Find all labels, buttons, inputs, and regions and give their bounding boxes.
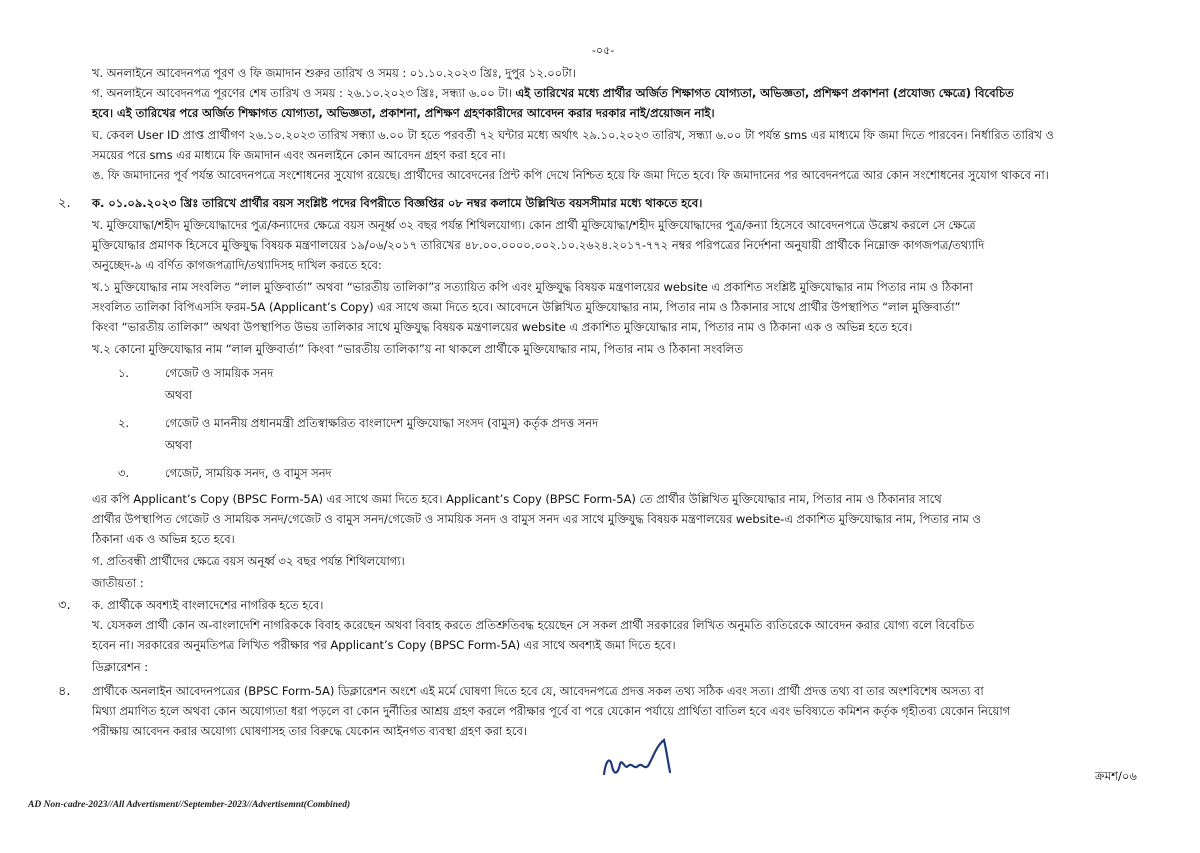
- line-ga-end-date-cont: হবে। এই তারিখের পরে অর্জিত শিক্ষাগত যোগ্যতা, অভিজ্ঞতা, প্রকাশনা, প্রশিক্ষণ গ্রহণকারীদের আবেদন করার দরকার নাই/প্রয়োজন নাই।: [92, 106, 715, 120]
- heading-declaration: ডিক্লারেশন :: [92, 660, 148, 674]
- line-kha2: খ.২ কোনো মুক্তিযোদ্ধার নাম “লাল মুক্তিবার্তা” কিংবা “ভারতীয় তালিকা”য় না থাকলে প্রার্থীকে মুক্তিযোদ্ধার নাম, পিতার নাম ও ঠিকানা সংবলিত: [92, 342, 743, 356]
- list-number-2: ২.: [118, 416, 130, 430]
- line-declaration-1: প্রার্থীকে অনলাইন আবেদনপত্রের (BPSC Form-5A) ডিক্লারেশন অংশে এই মর্মে ঘোষণা দিতে হবে যে, আবেদনপত্রে প্রদত্ত সকল তথ্য সঠিক এবং সত্য। প্রার্থী প্রদত্ত তথ্য বা তার অংশবিশেষ অসত্য বা: [92, 684, 984, 698]
- line-umo-correction: ঙ. ফি জমাদানের পূর্ব পর্যন্ত আবেদনপত্রে সংশোধনের সুযোগ রয়েছে। প্রার্থীদের আবেদনের প্রিন্ট কপি দেখে নিশ্চিত হয়ে ফি জমা দিতে হবে। ফি জমাদানের পর আবেদনপত্রে আর কোন সংশোধনের সুযোগ থাকবে না।: [92, 168, 1049, 182]
- section-number-2: ২.: [58, 196, 71, 211]
- line-freedom-fighter-2: মুক্তিযোদ্ধার প্রমাণক হিসেবে মুক্তিযুদ্ধ বিষয়ক মন্ত্রণালয়ের ১৯/০৬/২০১৭ তারিখের ৪৮.০০.০০০০.০০২.১০.২৬২৪.২০১৭-৭৭২ নম্বর পরিপত্রের নির্দেশনা অনুযায়ী প্রার্থীকে নিম্নোক্ত কাগজপত্র/তথ্যাদি: [92, 238, 985, 252]
- document-footer: AD Non-cadre-2023//All Advertisment//September-2023//Advertisemnt(Combined): [28, 800, 351, 810]
- list-or-1: অথবা: [165, 388, 193, 402]
- line-gha-userid: ঘ. কেবল User ID প্রাপ্ত প্রার্থীগণ ২৬.১০.২০২৩ তারিখ সন্ধ্যা ৬.০০ টা হতে পরবর্তী ৭২ ঘন্টার মধ্যে অর্থাৎ ২৯.১০.২০২৩ তারিখ, সন্ধ্যা ৬.০০ টা পর্যন্ত sms এর মাধ্যমে ফি জমা দিতে পারবেন। নির্ধারিত তারিখ ও: [92, 128, 1054, 142]
- line-copy-2: প্রার্থীর উপস্থাপিত গেজেট ও সাময়িক সনদ/গেজেট ও বামুস সনদ/গেজেট ও সাময়িক সনদ ও বামুস সনদ এর সাথে মুক্তিযুদ্ধ বিষয়ক মন্ত্রণালয়ের website-এ প্রকাশিত মুক্তিযোদ্ধার নাম, পিতার নাম ও: [92, 512, 981, 526]
- line-kha1-1: খ.১ মুক্তিযোদ্ধার নাম সংবলিত “লাল মুক্তিবার্তা” অথবা “ভারতীয় তালিকা”র সত্যায়িত কপি এবং মুক্তিযুদ্ধ বিষয়ক মন্ত্রণালয়ের website এ প্রকাশিত সংশ্লিষ্ট মুক্তিযোদ্ধার নাম পিতার নাম ও ঠিকানা: [92, 280, 973, 294]
- heading-nationality: জাতীয়তা :: [92, 576, 144, 590]
- list-or-2: অথবা: [165, 438, 193, 452]
- list-item-3: গেজেট, সাময়িক সনদ, ও বামুস সনদ: [165, 466, 332, 480]
- handwritten-signature: [598, 736, 688, 786]
- section-number-3: ৩.: [58, 598, 71, 613]
- line-freedom-fighter-1: খ. মুক্তিযোদ্ধা/শহীদ মুক্তিযোদ্ধাদের পুত্র/কন্যাদের ক্ষেত্রে বয়স অনূর্ধ্ব ৩২ বছর পর্যন্ত শিথিলযোগ্য। কোন প্রার্থী মুক্তিযোদ্ধা/শহীদ মুক্তিযোদ্ধাদের পুত্র/কন্যা হিসেবে আবেদনপত্রে উল্লেখ করলে সে ক্ষেত্রে: [92, 218, 976, 232]
- line-citizen: ক. প্রার্থীকে অবশ্যই বাংলাদেশের নাগরিক হতে হবে।: [92, 598, 324, 612]
- line-age-limit: ক. ০১.০৯.২০২৩ খ্রিঃ তারিখে প্রার্থীর বয়স সংশ্লিষ্ট পদের বিপরীতে বিজ্ঞপ্তির ০৮ নম্বর কলামে উল্লিখিত বয়সসীমার মধ্যে থাকতে হবে।: [92, 196, 703, 210]
- line-kha1-2: সংবলিত তালিকা বিপিএসসি ফরম-5A (Applicant’s Copy) এর সাথে জমা দিতে হবে। আবেদনে উল্লিখিত মুক্তিযোদ্ধার নাম, পিতার নাম ও ঠিকানার সাথে প্রার্থীর উপস্থাপিত “লাল মুক্তিবার্তা”: [92, 300, 961, 314]
- page-number: -০৫-: [592, 44, 615, 57]
- line-freedom-fighter-3: অনুচ্ছেদ-৯ এ বর্ণিত কাগজপত্রাদি/তথ্যাদিসহ দাখিল করতে হবে:: [92, 258, 382, 272]
- list-item-2: গেজেট ও মাননীয় প্রধানমন্ত্রী প্রতিস্বাক্ষরিত বাংলাদেশ মুক্তিযোদ্ধা সংসদ (বামুস) কর্তৃক প্রদত্ত সনদ: [165, 416, 599, 430]
- line-kha-start-date: খ. অনলাইনে আবেদনপত্র পূরণ ও ফি জমাদান শুরুর তারিখ ও সময় : ০১.১০.২০২৩ খ্রিঃ, দুপুর ১২.০০টা।: [92, 66, 576, 80]
- list-number-1: ১.: [118, 366, 130, 380]
- line-declaration-2: মিথ্যা প্রমাণিত হলে অথবা কোন অযোগ্যতা ধরা পড়লে বা কোন দুর্নীতির আশ্রয় গ্রহণ করলে পরীক্ষার পূর্বে বা পরে যেকোন পর্যায়ে প্রার্থিতা বাতিল হবে এবং ভবিষ্যতে কমিশন কর্তৃক গৃহীতব্য যেকোন নিয়োগ: [92, 704, 1011, 718]
- line-copy-1: এর কপি Applicant’s Copy (BPSC Form-5A) এর সাথে জমা দিতে হবে। Applicant’s Copy (BPSC Form-5A) তে প্রার্থীর উল্লিখিত মুক্তিযোদ্ধার নাম, পিতার নাম ও ঠিকানার সাথে: [92, 492, 942, 506]
- list-item-1: গেজেট ও সাময়িক সনদ: [165, 366, 274, 380]
- line-disabled: গ. প্রতিবন্ধী প্রার্থীদের ক্ষেত্রে বয়স অনূর্ধ্ব ৩২ বছর পর্যন্ত শিথিলযোগ্য।: [92, 554, 405, 568]
- continuation-marker: ক্রমশ/০৬: [1095, 769, 1137, 783]
- line-declaration-3: পরীক্ষায় আবেদন করার অযোগ্য ঘোষণাসহ তার বিরুদ্ধে যেকোন আইনগত ব্যবস্থা গ্রহণ করা হবে।: [92, 724, 527, 738]
- line-ga-end-date: গ. অনলাইনে আবেদনপত্র পূরণের শেষ তারিখ ও সময় : ২৬.১০.২০২৩ খ্রিঃ, সন্ধ্যা ৬.০০ টা। এই তারিখের মধ্যে প্রার্থীর অর্জিত শিক্ষাগত যোগ্যতা, অভিজ্ঞতা, প্রশিক্ষণ প্রকাশনা (প্রযোজ্য ক্ষেত্রে) বিবেচিত: [92, 86, 1014, 100]
- section-number-4: ৪.: [58, 684, 71, 699]
- line-copy-3: ঠিকানা এক ও অভিন্ন হতে হবে।: [92, 532, 235, 546]
- line-kha1-3: কিংবা “ভারতীয় তালিকা” অথবা উপস্থাপিত উভয় তালিকার সাথে মুক্তিযুদ্ধ বিষয়ক মন্ত্রণালয়ের website এ প্রকাশিত মুক্তিযোদ্ধার নাম, পিতার নাম ও ঠিকানা এক ও অভিন্ন হতে হবে।: [92, 320, 913, 334]
- list-number-3: ৩.: [118, 466, 130, 480]
- line-marriage-2: হবেন না। সরকারের অনুমতিপত্র লিখিত পরীক্ষার পর Applicant’s Copy (BPSC Form-5A) এর সাথে অবশ্যই জমা দিতে হবে।: [92, 638, 676, 652]
- line-gha-userid-cont: সময়ের পরে sms এর মাধ্যমে ফি জমাদান এবং অনলাইনে কোন আবেদন গ্রহণ করা হবে না।: [92, 148, 506, 162]
- line-marriage-1: খ. যেসকল প্রার্থী কোন অ-বাংলাদেশি নাগরিককে বিবাহ করেছেন অথবা বিবাহ করতে প্রতিশ্রুতিবদ্ধ হয়েছেন সে সকল প্রার্থী সরকারের লিখিত অনুমতি ব্যতিরেকে আবেদন করার যোগ্য বলে বিবেচিত: [92, 618, 975, 632]
